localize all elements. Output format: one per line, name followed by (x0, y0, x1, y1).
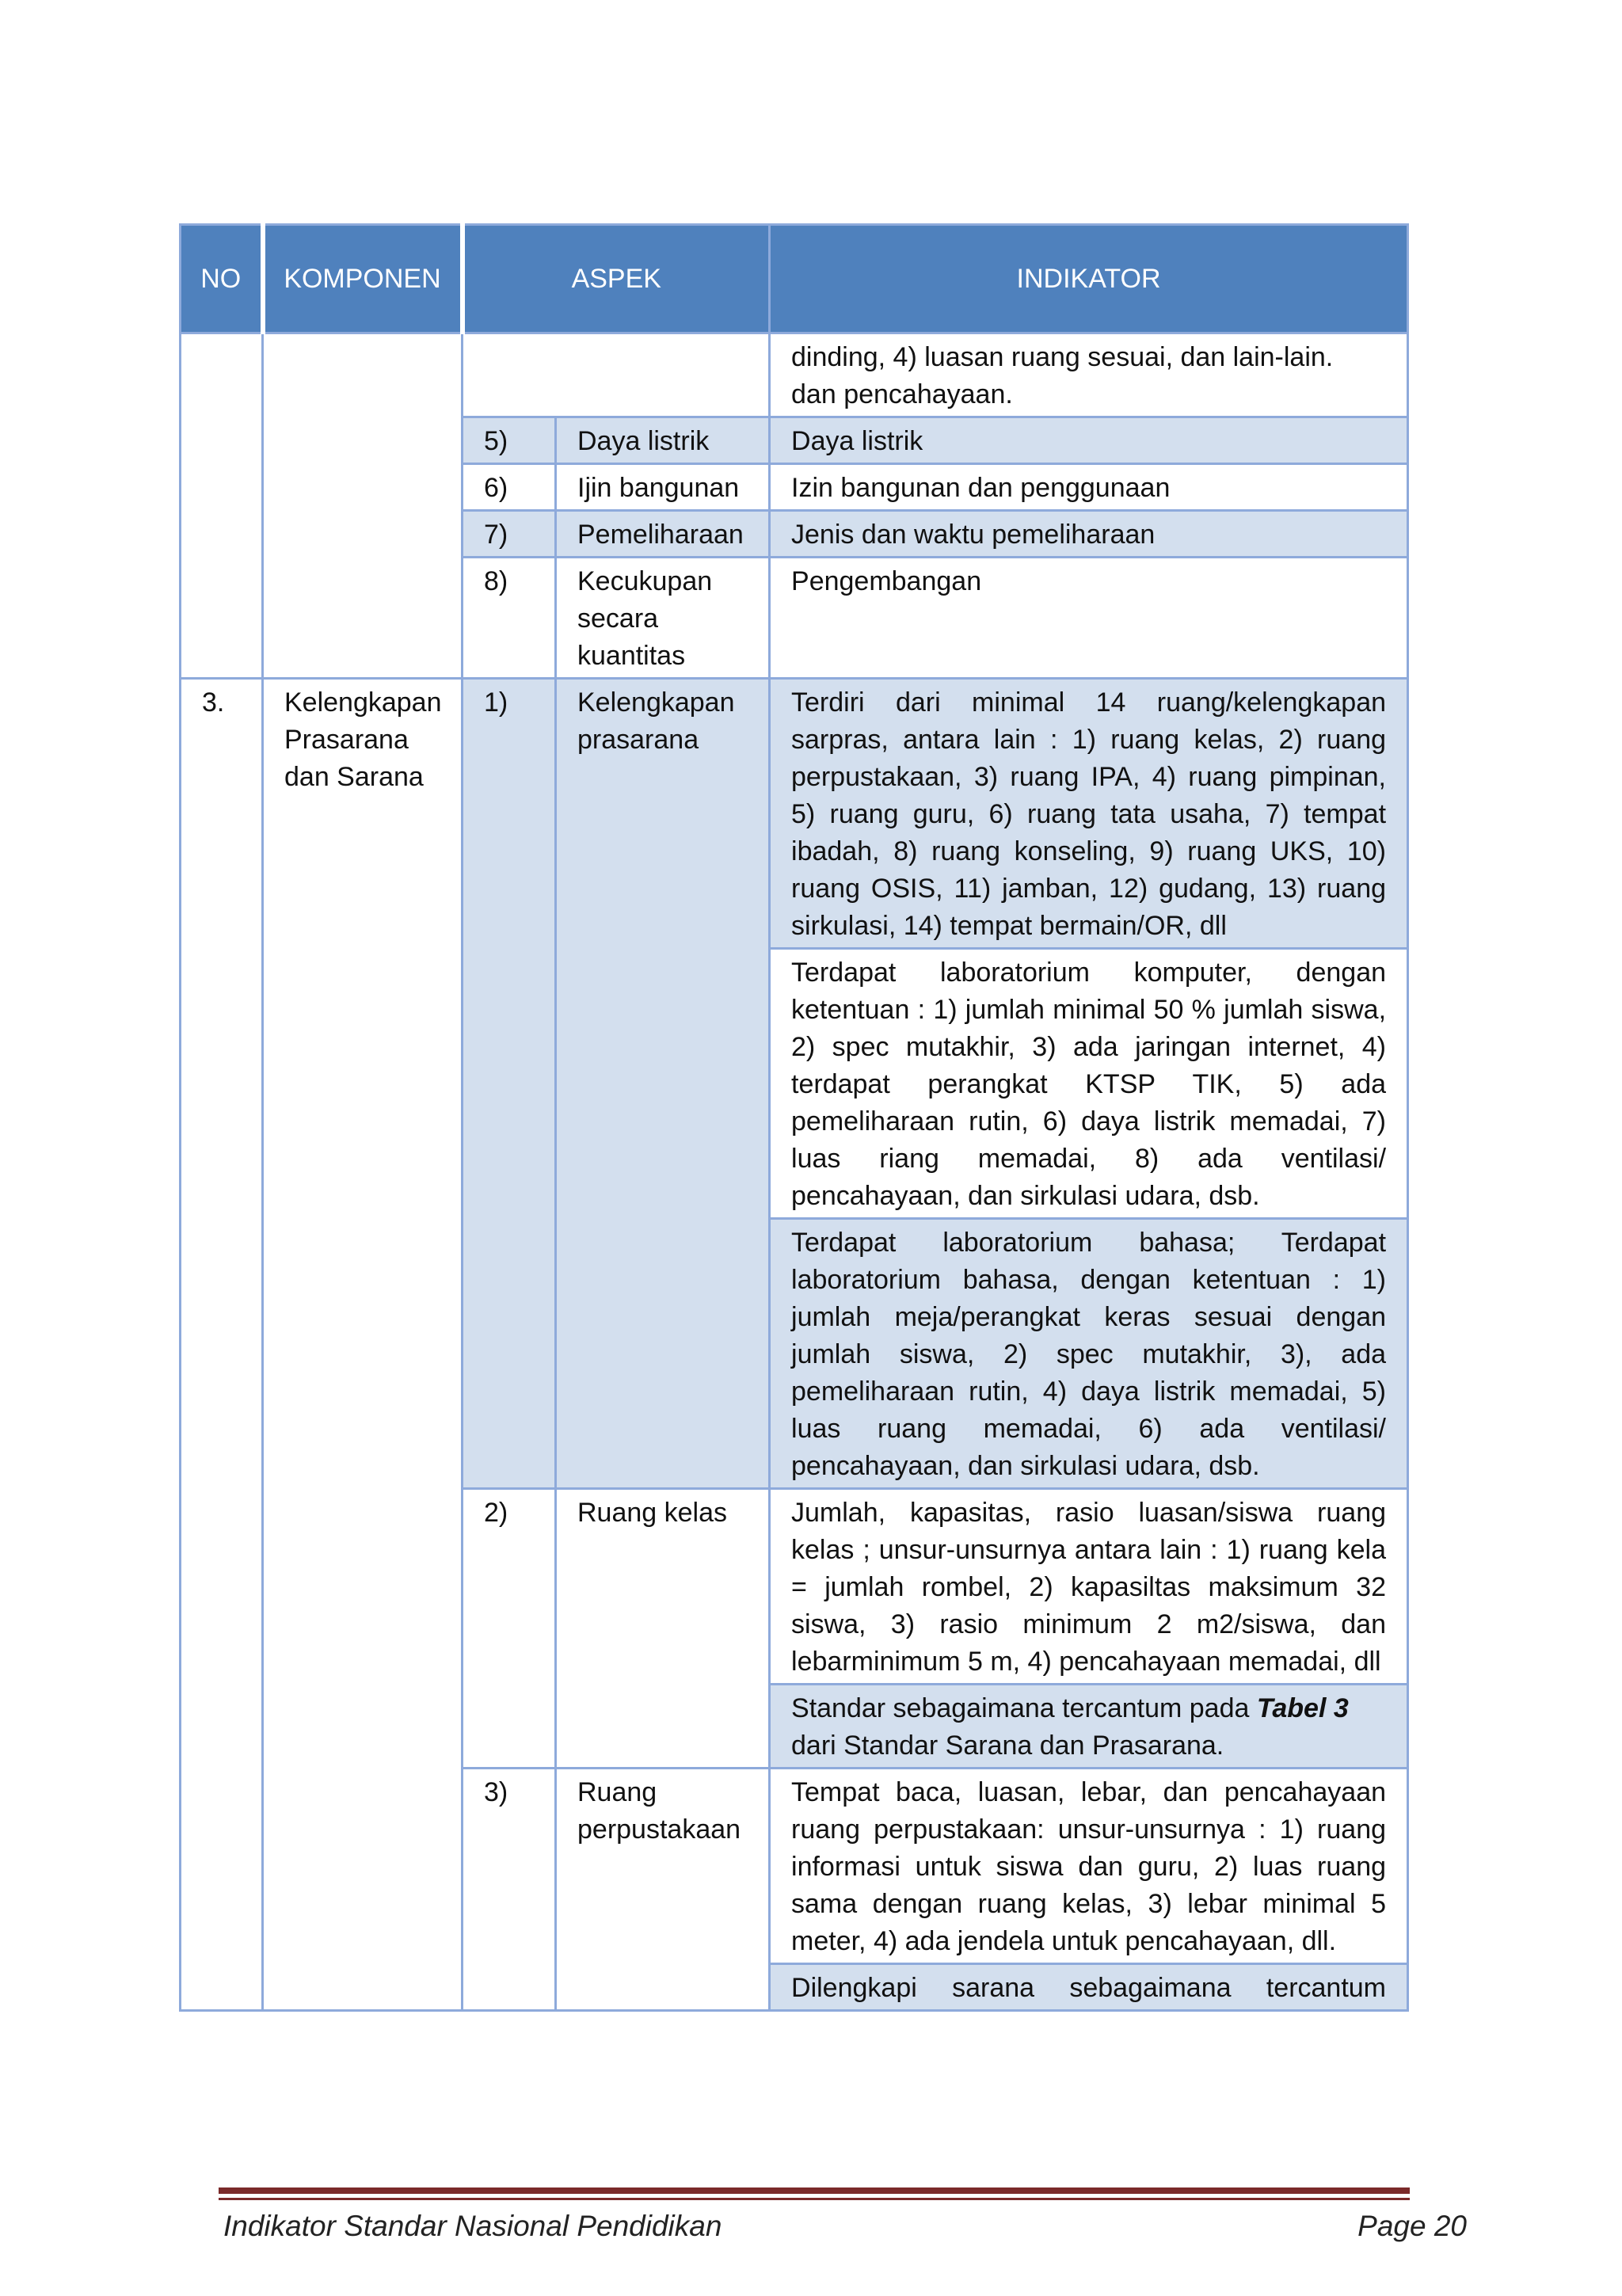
table-row (181, 333, 1408, 417)
header-indikator: INDIKATOR (770, 225, 1408, 333)
aspek-label: Pemeliharaan (556, 511, 770, 558)
header-komponen: KOMPONEN (263, 225, 463, 333)
aspek-number: 1) (463, 679, 556, 1489)
indikator-cell: Dilengkapi sarana sebagaimana tercantum (770, 1964, 1408, 2011)
section-number: 3. (181, 679, 263, 2011)
komponen-cell-empty (263, 333, 463, 679)
header-no: NO (181, 225, 263, 333)
indikator-text: dan pencahayaan. (791, 379, 1013, 409)
indikator-cell: Jumlah, kapasitas, rasio luasan/siswa ruang kelas ; unsur-unsurnya antara lain : 1) ruang kela = jumlah rombel, 2) kapasiltas maksimum 32 siswa, 3) rasio minimum 2 m2/siswa, dan lebarminimum 5 m, 4) pencahayaan memadai, dll (770, 1489, 1408, 1685)
aspek-number: 3) (463, 1769, 556, 2011)
indikator-cell: Tempat baca, luasan, lebar, dan pencahayaan ruang perpustakaan: unsur-unsurnya : 1) ruang informasi untuk siswa dan guru, 2) luas ruang sama dengan ruang kelas, 3) lebar minimal 5 meter, 4) ada jendela untuk pencahayaan, dll. (770, 1769, 1408, 1964)
footer-page-number: Page 20 (1357, 2210, 1467, 2242)
aspek-number: 7) (463, 511, 556, 558)
indikator-table (179, 223, 1409, 2012)
indikator-cell: Izin bangunan dan penggunaan (770, 464, 1408, 511)
indikator-text: dari Standar Sarana dan Prasarana. (791, 1731, 1224, 1761)
aspek-label: Ijin bangunan (556, 464, 770, 511)
aspek-number: 6) (463, 464, 556, 511)
indikator-cell: Jenis dan waktu pemeliharaan (770, 511, 1408, 558)
indikator-table-wrapper (179, 223, 1407, 2012)
aspek-label: Ruang kelas (556, 1489, 770, 1769)
aspek-number: 8) (463, 558, 556, 679)
komponen-label: Kelengkapan Prasarana dan Sarana (263, 679, 463, 2011)
aspek-label: Kecukupan secara kuantitas (556, 558, 770, 679)
indikator-cell: Terdapat laboratorium komputer, dengan ketentuan : 1) jumlah minimal 50 % jumlah siswa, 2) spec mutakhir, 3) ada jaringan internet, 4) terdapat perangkat KTSP TIK, 5) ada pemeliharaan rutin, 6) daya listrik memadai, 7) luas riang memadai, 8) ada ventilasi/ pencahayaan, dan sirkulasi udara, dsb. (770, 949, 1408, 1219)
aspek-label: Kelengkapan prasarana (556, 679, 770, 1489)
aspek-label: Ruang perpustakaan (556, 1769, 770, 2011)
indikator-cell (770, 333, 1408, 417)
indikator-cell: Pengembangan (770, 558, 1408, 679)
no-cell-empty (181, 333, 263, 679)
header-aspek: ASPEK (463, 225, 770, 333)
indikator-text: Standar sebagaimana tercantum pada (791, 1693, 1257, 1723)
table-reference: Tabel 3 (1256, 1693, 1349, 1723)
table-header-row (181, 225, 1408, 333)
footer-document-title: Indikator Standar Nasional Pendidikan (223, 2210, 722, 2242)
indikator-cell (770, 1685, 1408, 1769)
aspek-number: 5) (463, 417, 556, 464)
aspek-number: 2) (463, 1489, 556, 1769)
indikator-cell: Terdiri dari minimal 14 ruang/kelengkapan sarpras, antara lain : 1) ruang kelas, 2) ruang perpustakaan, 3) ruang IPA, 4) ruang pimpinan, 5) ruang guru, 6) ruang tata usaha, 7) tempat ibadah, 8) ruang konseling, 9) ruang UKS, 10) ruang OSIS, 11) jamban, 12) gudang, 13) ruang sirkulasi, 14) tempat bermain/OR, dll (770, 679, 1408, 949)
footer-divider-thin (219, 2198, 1410, 2200)
footer-divider (219, 2187, 1410, 2194)
indikator-cell: Terdapat laboratorium bahasa; Terdapat laboratorium bahasa, dengan ketentuan : 1) jumlah meja/perangkat keras sesuai dengan jumlah siswa, 2) spec mutakhir, 3), ada pemeliharaan rutin, 4) daya listrik memadai, 5) luas ruang memadai, 6) ada ventilasi/ pencahayaan, dan sirkulasi udara, dsb. (770, 1219, 1408, 1489)
aspek-label: Daya listrik (556, 417, 770, 464)
indikator-text: dinding, 4) luasan ruang sesuai, dan lain-lain. (791, 342, 1334, 372)
indikator-cell: Daya listrik (770, 417, 1408, 464)
table-row (181, 679, 1408, 949)
aspek-cell-empty (463, 333, 770, 417)
